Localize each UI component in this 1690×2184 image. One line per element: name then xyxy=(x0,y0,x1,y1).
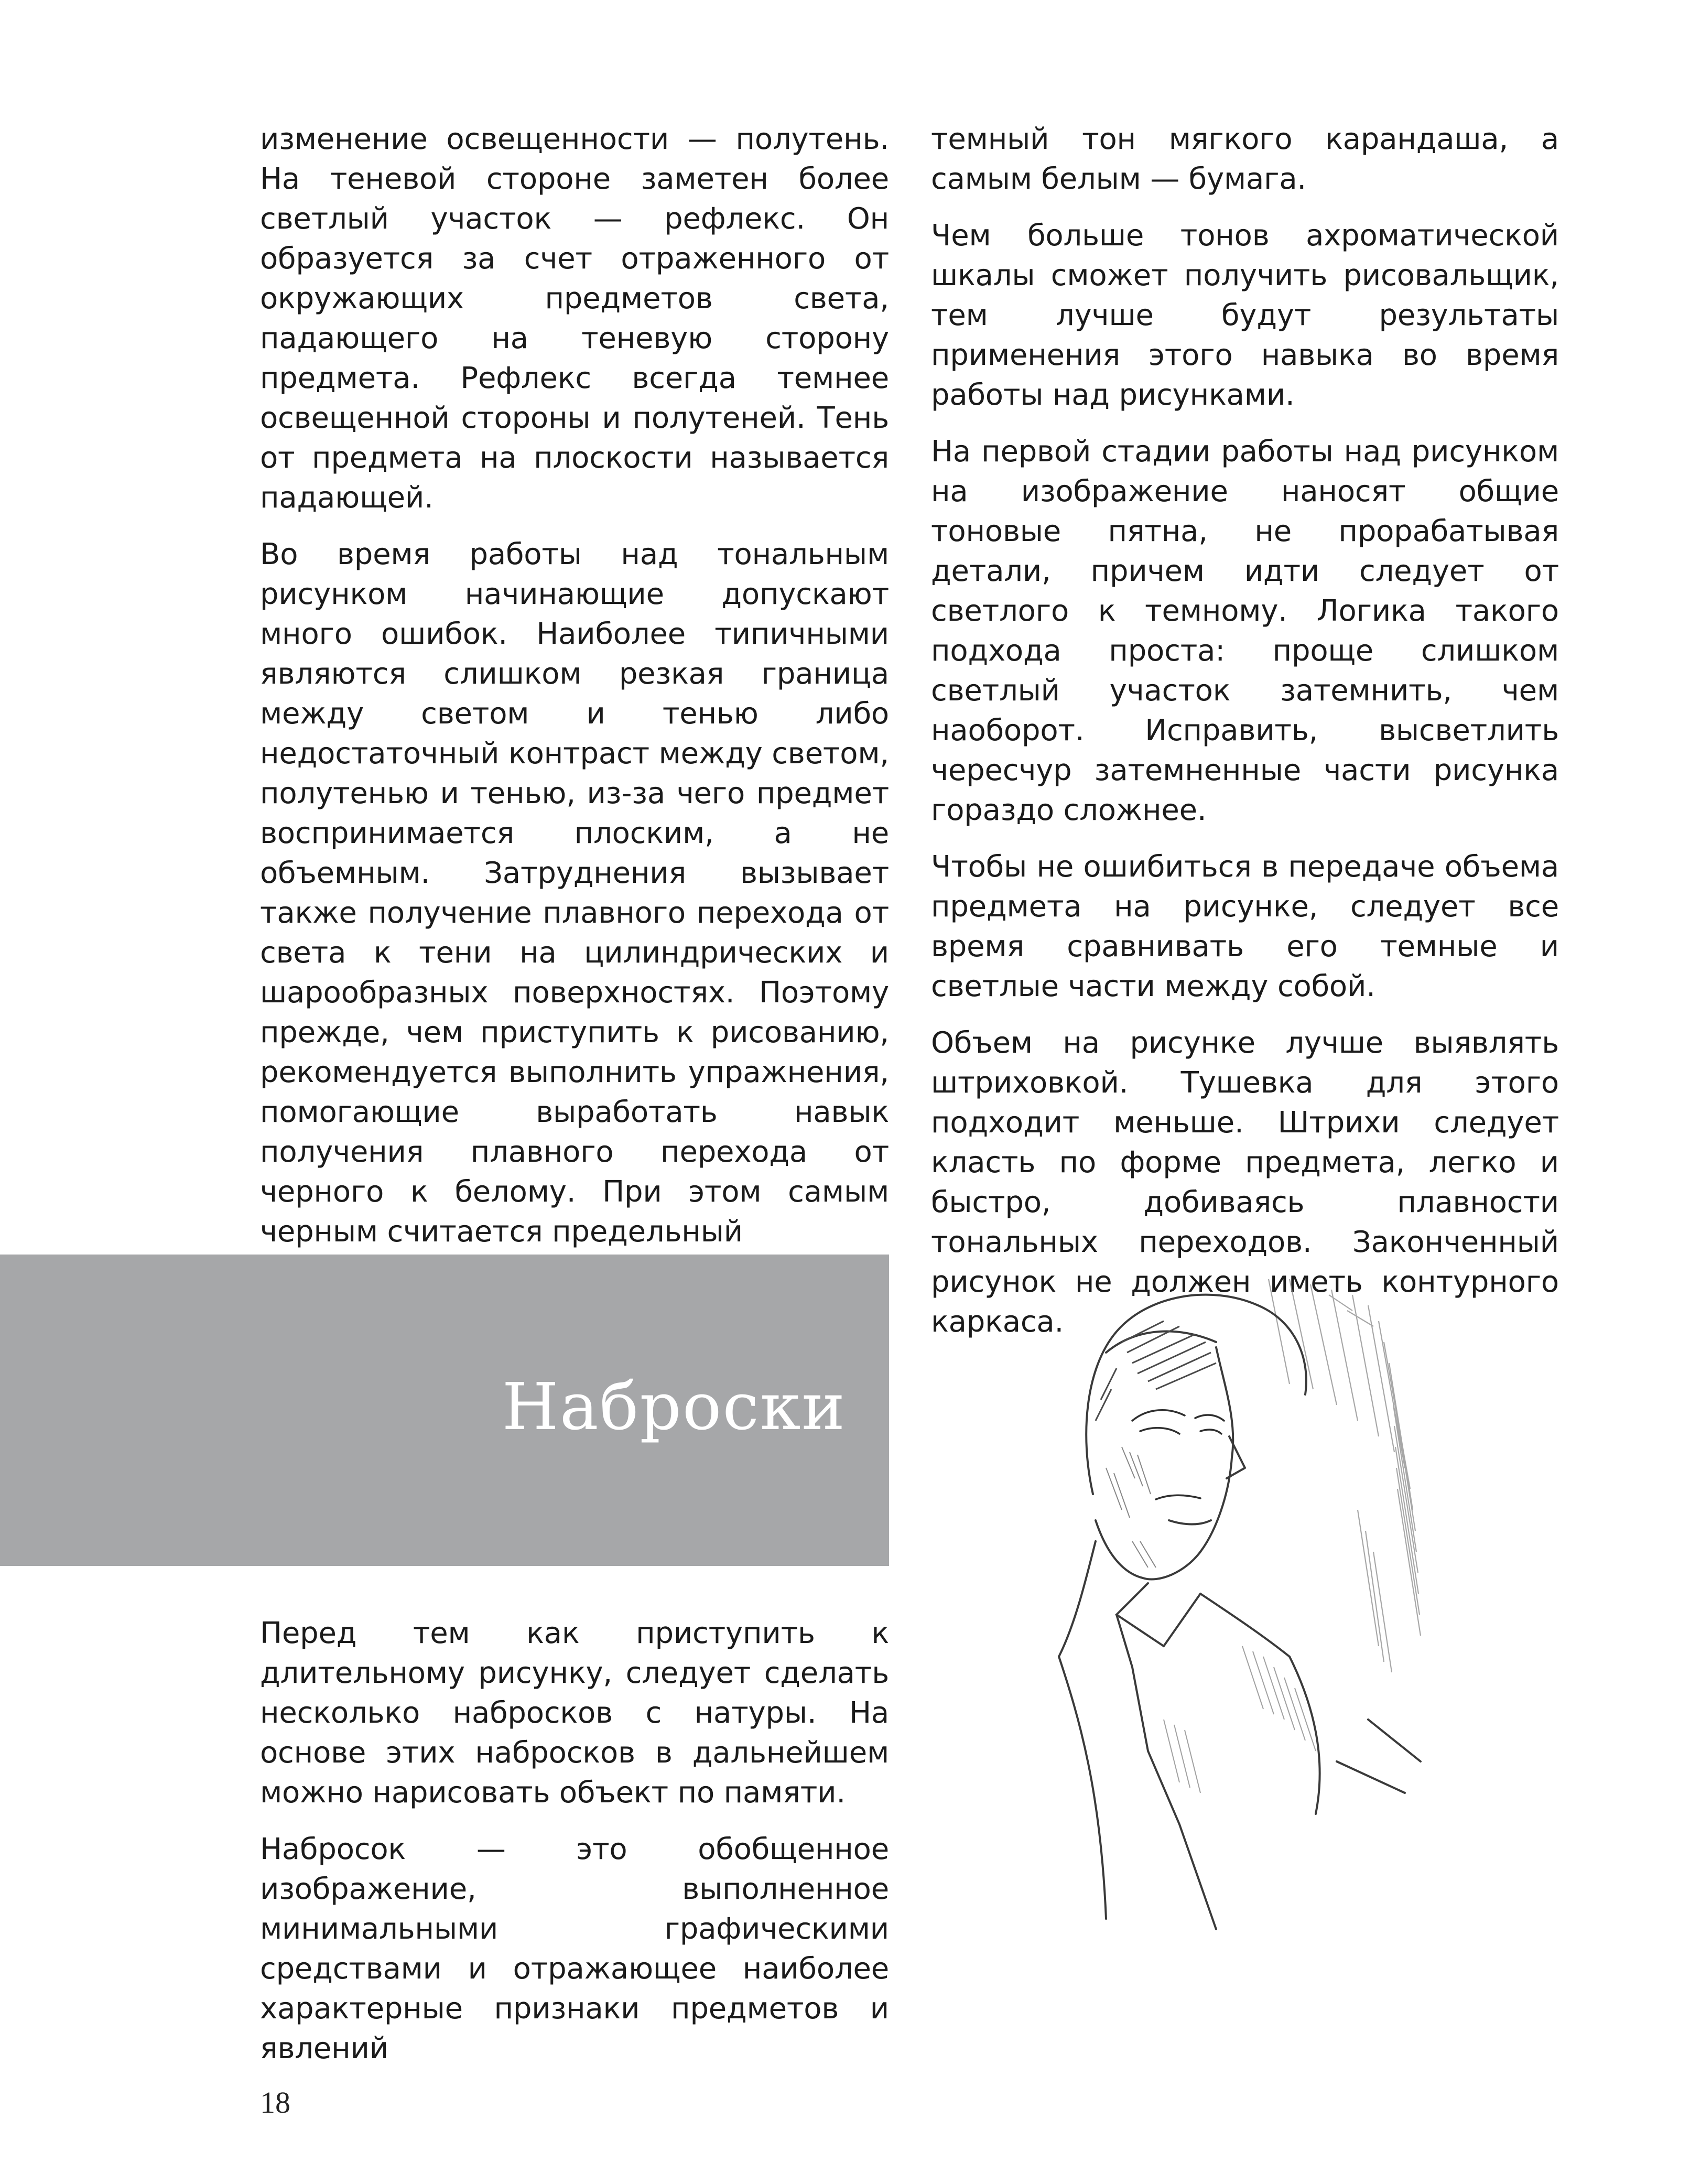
paragraph: Перед тем как приступить к длительному рисунку, следует сделать несколько набросков с натуры. На основе этих набросков в дальнейшем можно нарисовать объект по памяти. xyxy=(260,1616,889,1810)
portrait-sketch-illustration xyxy=(1043,1248,1567,2018)
collar-and-torso xyxy=(1059,1541,1421,1929)
paragraph: На первой стадии работы над рисунком на изображение наносят общие тоновые пятна, не прорабатывая детали, причем идти следует от светлого к темному. Логика такого подхода проста: проще слишком светлый участок затемнить, чем наоборот. Исправить, высветлить чересчур затемненные части рисунка гораздо сложнее. xyxy=(931,435,1559,827)
paragraph: Чем больше тонов ахроматической шкалы сможет получить рисовальщик, тем лучше будут результаты применения этого навыка во время работы над рисунками. xyxy=(931,219,1559,412)
page-number: 18 xyxy=(260,2085,290,2120)
paragraph: темный тон мягкого карандаша, а самым белым — бумага. xyxy=(931,122,1559,196)
left-column xyxy=(260,120,889,1269)
torso-hatching xyxy=(1164,1646,1316,1793)
background-hatching xyxy=(1269,1279,1421,1672)
paragraph: Чтобы не ошибиться в передаче объема предмета на рисунке, следует все время сравнивать его темные и светлые части между собой. xyxy=(931,850,1559,1003)
paragraph: Объем на рисунке лучше выявлять штриховкой. Тушевка для этого подходит меньше. Штрихи следует класть по форме предмета, легко и быстро, добиваясь плавности тональных переходов. Законченный рисунок не должен иметь контурного каркаса. xyxy=(931,1026,1559,1339)
right-column xyxy=(931,120,1559,1359)
section-body xyxy=(260,1614,889,2085)
head-contour xyxy=(1086,1295,1306,1580)
face-shading xyxy=(1106,1447,1156,1567)
paragraph: изменение освещенности — полутень. На теневой стороне заметен более светлый участок — рефлекс. Он образуется за счет отраженного от окружающих предметов света, падающего на теневую сторону предмета. Рефлекс всегда темнее освещенной стороны и полутеней. Тень от предмета на плоскости называется падающей. xyxy=(260,122,889,515)
paragraph: Набросок — это обобщенное изображение, выполненное минимальными графическими средствами и отражающее наиболее характерные признаки предметов и явлений xyxy=(260,1832,889,2066)
facial-features xyxy=(1132,1410,1224,1499)
section-title: Наброски xyxy=(502,1369,846,1445)
section-banner xyxy=(0,1255,889,1566)
paragraph: Во время работы над тональным рисунком начинающие допускают много ошибок. Наиболее типичными являются слишком резкая граница между светом и тенью либо недостаточный контраст между светом, полутенью и тенью, из-за чего предмет воспринимается плоским, а не объемным. Затруднения вызывает также получение плавного перехода от света к тени на цилиндрических и шарообразных поверхностях. Поэтому прежде, чем приступить к рисованию, рекомендуется выполнить упражнения, помогающие выработать навык получения плавного перехода от черного к белому. При этом самым черным считается предельный xyxy=(260,537,889,1249)
